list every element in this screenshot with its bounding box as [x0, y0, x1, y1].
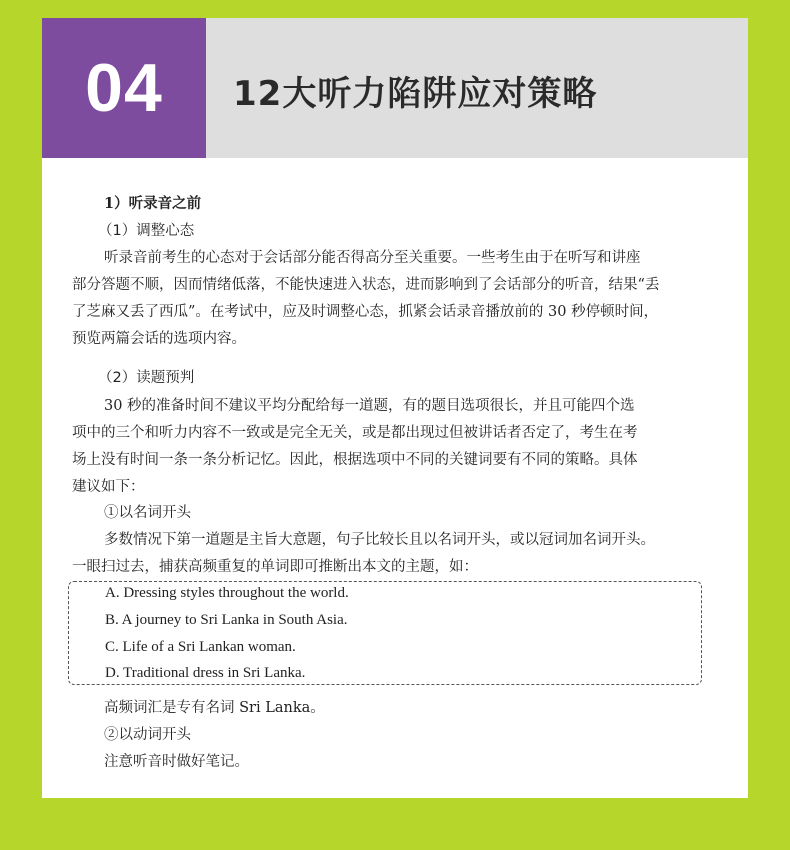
subheading-adjust-mindset: （1）调整心态 [98, 223, 195, 239]
option-a: A. Dressing styles throughout the world. [105, 585, 349, 601]
page [42, 18, 748, 798]
section-title: 12大听力陷阱应对策略 [233, 74, 598, 114]
subheading-read-predict: （2）读题预判 [98, 370, 195, 386]
heading-before-listening: 1）听录音之前 [104, 195, 202, 212]
paragraph-line: 一眼扫过去，捕获高频重复的单词即可推断出本文的主题，如： [72, 559, 478, 575]
paragraph-line: 多数情况下第一道题是主旨大意题，句子比较长且以名词开头，或以冠词加名词开头。 [104, 532, 655, 548]
section-number-box [42, 18, 206, 158]
option-d: D. Traditional dress in Sri Lanka. [105, 665, 306, 681]
point-noun-start: ①以名词开头 [104, 505, 191, 521]
paragraph-line: 注意听音时做好笔记。 [104, 754, 249, 770]
paragraph-line: 场上没有时间一条一条分析记忆。因此，根据选项中不同的关键词要有不同的策略。具体 [72, 452, 638, 468]
paragraph-line: 部分答题不顺，因而情绪低落，不能快速进入状态，进而影响到了会话部分的听音，结果“丢 [72, 277, 660, 293]
note-high-frequency: 高频词汇是专有名词 Sri Lanka。 [104, 700, 325, 716]
point-verb-start: ②以动词开头 [104, 727, 191, 743]
paragraph-line: 建议如下： [72, 479, 145, 495]
section-header [42, 18, 748, 158]
paragraph-line: 了芝麻又丢了西瓜”。在考试中，应及时调整心态，抓紧会话录音播放前的 30 秒停顿时间， [72, 304, 659, 320]
paragraph-line: 项中的三个和听力内容不一致或是完全无关，或是都出现过但被讲话者否定了，考生在考 [72, 425, 638, 441]
paragraph-line: 预览两篇会话的选项内容。 [72, 331, 246, 347]
paragraph-line: 听录音前考生的心态对于会话部分能否得高分至关重要。一些考生由于在听写和讲座 [104, 250, 641, 266]
paragraph-line: 30 秒的准备时间不建议平均分配给每一道题，有的题目选项很长，并且可能四个选 [104, 398, 635, 414]
section-number: 04 [85, 50, 163, 126]
options-box [68, 581, 702, 685]
option-c: C. Life of a Sri Lankan woman. [105, 639, 296, 655]
option-b: B. A journey to Sri Lanka in South Asia. [105, 612, 348, 628]
